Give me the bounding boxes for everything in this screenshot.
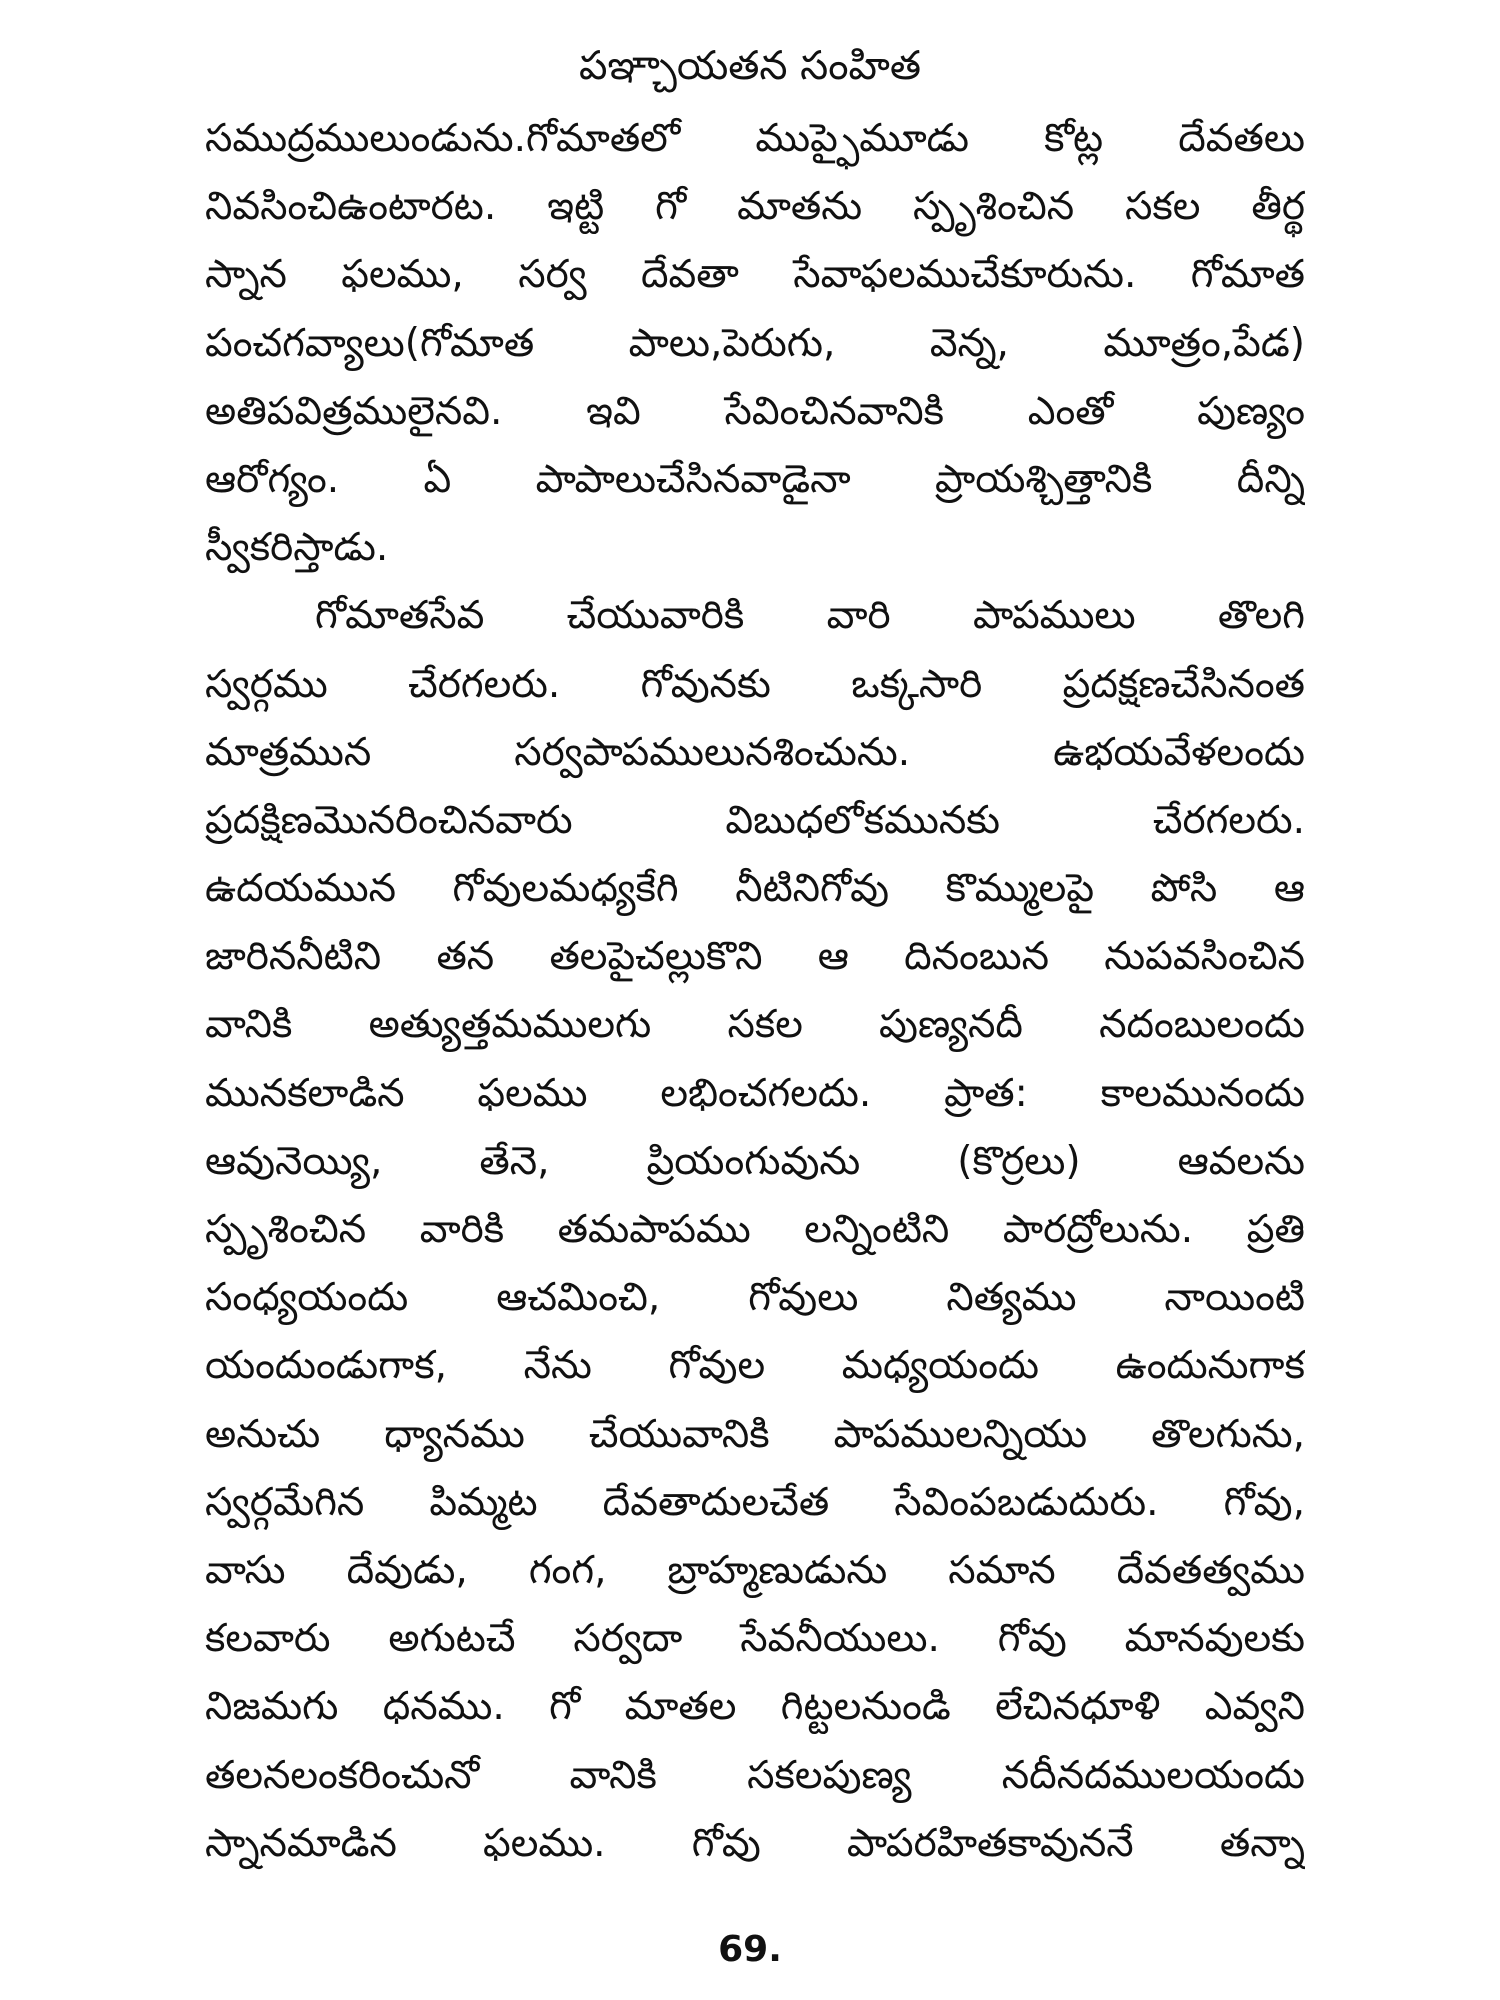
- text-line: పంచగవ్యాలు(గోమాత పాలు,పెరుగు, వెన్న, మూత్రం,పేడ): [205, 320, 1305, 366]
- text-line: ఉదయమున గోవులమధ్యకేగి నీటినిగోవు కొమ్ములపై పోసి ఆ: [205, 866, 1305, 912]
- text-line: స్వీకరిస్తాడు.: [205, 525, 389, 571]
- text-line: సంధ్యయందు ఆచమించి, గోవులు నిత్యము నాయింటి: [205, 1275, 1305, 1321]
- text-line: స్నానమాడిన ఫలము. గోవు పాపరహితకావుననే తన్నా: [205, 1820, 1305, 1866]
- text-line: ప్రదక్షిణమొనరించినవారు విబుధలోకమునకు చేరగలరు.: [205, 797, 1305, 843]
- text-line: కలవారు అగుటచే సర్వదా సేవనీయులు. గోవు మానవులకు: [205, 1616, 1305, 1662]
- text-line: నివసించిఉంటారట. ఇట్టి గో మాతను స్పృశించిన సకల తీర్థ: [205, 184, 1305, 230]
- text-line: స్పృశించిన వారికి తమపాపము లన్నింటిని పారద్రోలును. ప్రతి: [205, 1207, 1305, 1252]
- paragraph: [205, 105, 1305, 582]
- text-line: సముద్రములుండును.గోమాతలో ముప్ఫైమూడు కోట్ల దేవతలు: [205, 116, 1305, 161]
- text-line: మాత్రమున సర్వపాపములునశించును. ఉభయవేళలందు: [205, 729, 1305, 775]
- text-line: తలనలంకరించునో వానికి సకలపుణ్య నదీనదములయందు: [205, 1752, 1305, 1798]
- page-number: 69.: [718, 1929, 782, 1970]
- text-line: గోమాతసేవ చేయువారికి వారి పాపములు తొలగి: [315, 593, 1305, 639]
- text-line: జారిననీటిని తన తలపైచల్లుకొని ఆ దినంబున నుపవసించిన: [205, 934, 1305, 980]
- text-line: అతిపవిత్రములైనవి. ఇవి సేవించినవానికి ఎంతో పుణ్యం: [205, 388, 1305, 434]
- body-text: [205, 105, 1305, 1878]
- text-line: అనుచు ధ్యానము చేయువానికి పాపములన్నియు తొలగును,: [205, 1411, 1305, 1457]
- text-line: వాసు దేవుడు, గంగ, బ్రాహ్మణుడును సమాన దేవతత్వము: [205, 1547, 1305, 1593]
- running-header: పఞ్చాయతన సంహిత: [579, 43, 921, 89]
- text-line: ఆవునెయ్యి, తేనె, ప్రియంగువును (కొర్రలు) ఆవలను: [205, 1138, 1305, 1184]
- text-line: స్నాన ఫలము, సర్వ దేవతా సేవాఫలముచేకూరును. గోమాత: [205, 252, 1305, 298]
- text-line: స్వర్గము చేరగలరు. గోవునకు ఒక్కసారి ప్రదక్షణచేసినంత: [205, 661, 1305, 707]
- text-line: మునకలాడిన ఫలము లభించగలదు. ప్రాత: కాలమునందు: [205, 1070, 1305, 1116]
- text-line: వానికి అత్యుత్తమములగు సకల పుణ్యనదీ నదంబులందు: [205, 1002, 1305, 1048]
- text-line: యందుండుగాక, నేను గోవుల మధ్యయందు ఉందునుగాక: [205, 1343, 1305, 1389]
- text-line: ఆరోగ్యం. ఏ పాపాలుచేసినవాడైనా ప్రాయశ్చిత్తానికి దీన్ని: [205, 456, 1305, 502]
- paragraph: [205, 582, 1305, 1878]
- text-line: నిజమగు ధనము. గో మాతల గిట్టలనుండి లేచినధూళి ఎవ్వని: [205, 1684, 1305, 1730]
- text-line: స్వర్గమేగిన పిమ్మట దేవతాదులచేత సేవింపబడుదురు. గోవు,: [205, 1479, 1305, 1525]
